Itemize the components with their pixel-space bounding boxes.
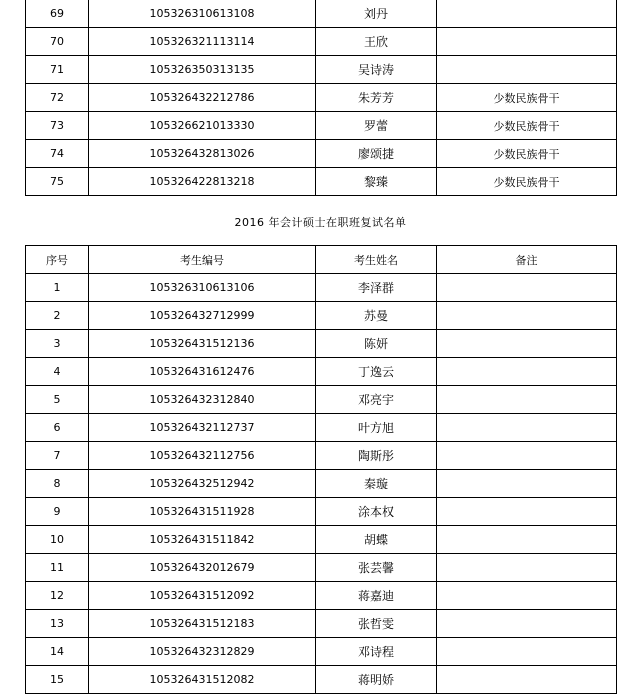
cell-id: 105326431612476: [89, 358, 316, 386]
cell-name: 丁逸云: [316, 358, 437, 386]
cell-name: 蒋明娇: [316, 666, 437, 694]
cell-id: 105326310613106: [89, 274, 316, 302]
table-row: [26, 56, 617, 84]
cell-note: [437, 554, 617, 582]
cell-name: 苏曼: [316, 302, 437, 330]
cell-name: 张哲雯: [316, 610, 437, 638]
cell-note: [437, 302, 617, 330]
cell-no: 74: [26, 140, 89, 168]
previous-list-table: [25, 0, 617, 196]
cell-name: 陈妍: [316, 330, 437, 358]
cell-name: 胡蝶: [316, 526, 437, 554]
cell-id: 105326432012679: [89, 554, 316, 582]
table-row: [26, 302, 617, 330]
cell-name: 邓诗程: [316, 638, 437, 666]
cell-note: [437, 666, 617, 694]
cell-no: 2: [26, 302, 89, 330]
cell-no: 9: [26, 498, 89, 526]
header-note: 备注: [437, 246, 617, 274]
cell-note: [437, 358, 617, 386]
cell-no: 7: [26, 442, 89, 470]
table-row: [26, 414, 617, 442]
cell-name: 涂本权: [316, 498, 437, 526]
cell-no: 8: [26, 470, 89, 498]
cell-id: 105326621013330: [89, 112, 316, 140]
cell-name: 罗蕾: [316, 112, 437, 140]
cell-note: [437, 638, 617, 666]
cell-id: 105326432712999: [89, 302, 316, 330]
table-row: [26, 330, 617, 358]
table-row: [26, 666, 617, 694]
table-row: [26, 28, 617, 56]
cell-id: 105326431511928: [89, 498, 316, 526]
cell-name: 秦璇: [316, 470, 437, 498]
table-row: [26, 470, 617, 498]
cell-id: 105326432312840: [89, 386, 316, 414]
cell-no: 13: [26, 610, 89, 638]
cell-no: 11: [26, 554, 89, 582]
cell-no: 15: [26, 666, 89, 694]
retest-list-table: [25, 245, 617, 694]
cell-note: [437, 498, 617, 526]
cell-id: 105326432312829: [89, 638, 316, 666]
cell-id: 105326431512136: [89, 330, 316, 358]
cell-no: 3: [26, 330, 89, 358]
cell-name: 邓亮宇: [316, 386, 437, 414]
cell-id: 105326432112756: [89, 442, 316, 470]
cell-name: 廖颂捷: [316, 140, 437, 168]
table-row: [26, 526, 617, 554]
cell-note: [437, 274, 617, 302]
cell-no: 5: [26, 386, 89, 414]
cell-name: 刘丹: [316, 0, 437, 28]
cell-id: 105326350313135: [89, 56, 316, 84]
table-row: [26, 638, 617, 666]
cell-id: 105326310613108: [89, 0, 316, 28]
cell-note: [437, 330, 617, 358]
retest-list-body: [26, 274, 617, 694]
cell-name: 陶斯彤: [316, 442, 437, 470]
cell-no: 69: [26, 0, 89, 28]
cell-name: 吴诗涛: [316, 56, 437, 84]
cell-name: 张芸馨: [316, 554, 437, 582]
cell-note: [437, 442, 617, 470]
cell-note: [437, 610, 617, 638]
header-no: 序号: [26, 246, 89, 274]
cell-no: 12: [26, 582, 89, 610]
cell-no: 71: [26, 56, 89, 84]
cell-name: 李泽群: [316, 274, 437, 302]
table-row: [26, 582, 617, 610]
cell-no: 73: [26, 112, 89, 140]
cell-id: 105326431511842: [89, 526, 316, 554]
table-header-row: [26, 246, 617, 274]
table-row: [26, 386, 617, 414]
cell-note: [437, 582, 617, 610]
cell-no: 10: [26, 526, 89, 554]
cell-note: [437, 414, 617, 442]
cell-no: 72: [26, 84, 89, 112]
cell-name: 黎臻: [316, 168, 437, 196]
table-row: [26, 358, 617, 386]
cell-no: 1: [26, 274, 89, 302]
table-row: [26, 84, 617, 112]
cell-id: 105326321113114: [89, 28, 316, 56]
table-row: [26, 0, 617, 28]
cell-name: 朱芳芳: [316, 84, 437, 112]
cell-name: 蒋嘉迪: [316, 582, 437, 610]
cell-note: 少数民族骨干: [437, 168, 617, 196]
cell-id: 105326432512942: [89, 470, 316, 498]
cell-id: 105326422813218: [89, 168, 316, 196]
section-title: 2016 年会计硕士在职班复试名单: [234, 216, 407, 229]
cell-note: 少数民族骨干: [437, 84, 617, 112]
cell-no: 14: [26, 638, 89, 666]
table-row: [26, 442, 617, 470]
table-row: [26, 274, 617, 302]
cell-id: 105326432212786: [89, 84, 316, 112]
cell-note: [437, 526, 617, 554]
cell-id: 105326431512183: [89, 610, 316, 638]
cell-note: 少数民族骨干: [437, 140, 617, 168]
cell-id: 105326431512092: [89, 582, 316, 610]
cell-no: 4: [26, 358, 89, 386]
cell-note: 少数民族骨干: [437, 112, 617, 140]
cell-note: [437, 0, 617, 28]
cell-note: [437, 56, 617, 84]
cell-no: 75: [26, 168, 89, 196]
table-row: [26, 112, 617, 140]
header-name: 考生姓名: [316, 246, 437, 274]
cell-name: 王欣: [316, 28, 437, 56]
table-row: [26, 140, 617, 168]
cell-id: 105326432813026: [89, 140, 316, 168]
previous-list-body: [26, 0, 617, 196]
cell-note: [437, 386, 617, 414]
table-row: [26, 610, 617, 638]
table-row: [26, 168, 617, 196]
header-id: 考生编号: [89, 246, 316, 274]
cell-name: 叶方旭: [316, 414, 437, 442]
cell-no: 6: [26, 414, 89, 442]
cell-id: 105326432112737: [89, 414, 316, 442]
cell-id: 105326431512082: [89, 666, 316, 694]
table-row: [26, 554, 617, 582]
cell-note: [437, 470, 617, 498]
cell-note: [437, 28, 617, 56]
cell-no: 70: [26, 28, 89, 56]
table-row: [26, 498, 617, 526]
